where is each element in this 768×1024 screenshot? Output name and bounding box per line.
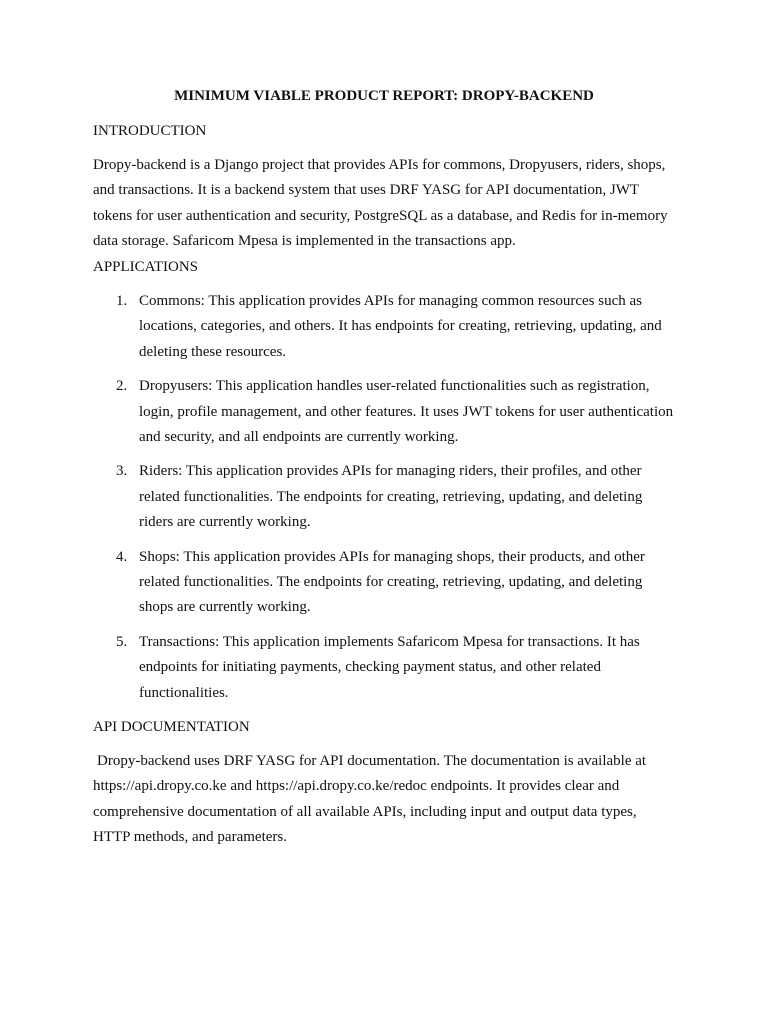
list-item-number: 4.	[116, 548, 128, 565]
list-item-number: 5.	[116, 633, 128, 650]
api-documentation-paragraph: Dropy-backend uses DRF YASG for API documentation. The documentation is available at https://api.dropy.co.ke and https://api.dropy.co.ke/redoc endpoints. It provides clear and comprehensive documentation of all available APIs, including input and output data types, HTTP methods, and parameters.	[93, 753, 647, 846]
list-item	[93, 630, 674, 706]
applications-list	[93, 289, 674, 715]
list-item-text: Transactions: This application implements Safaricom Mpesa for transactions. It has endpoints for initiating payments, checking payment status, and other related functionalities.	[139, 633, 640, 701]
list-item	[93, 459, 674, 535]
list-item-text: Commons: This application provides APIs for managing common resources such as locations, categories, and others. It has endpoints for creating, retrieving, updating, and deleting these resources.	[139, 293, 662, 360]
api-documentation-heading: API DOCUMENTATION	[93, 719, 250, 735]
document-title: MINIMUM VIABLE PRODUCT REPORT: DROPY-BACKEND	[174, 88, 594, 104]
list-item	[93, 374, 674, 450]
list-item-text: Riders: This application provides APIs for managing riders, their profiles, and other related functionalities. The endpoints for creating, retrieving, updating, and deleting riders are currently working.	[139, 463, 643, 531]
list-item-number: 3.	[116, 463, 128, 480]
introduction-heading: INTRODUCTION	[93, 123, 207, 139]
list-item-text: Dropyusers: This application handles user-related functionalities such as registration, login, profile management, and other features. It uses JWT tokens for user authentication and security, and all endpoints are currently working.	[139, 378, 674, 446]
list-item-number: 2.	[116, 378, 128, 395]
list-item	[93, 545, 674, 621]
list-item	[93, 289, 674, 365]
applications-heading: APPLICATIONS	[93, 259, 199, 275]
introduction-paragraph: Dropy-backend is a Django project that provides APIs for commons, Dropyusers, riders, shops, and transactions. It is a backend system that uses DRF YASG for API documentation, JWT tokens for user authentication and security, PostgreSQL as a database, and Redis for in-memory data storage. Safaricom Mpesa is implemented in the transactions app.	[93, 157, 668, 250]
list-item-number: 1.	[116, 293, 128, 309]
list-item-text: Shops: This application provides APIs for managing shops, their products, and other related functionalities. The endpoints for creating, retrieving, updating, and deleting shops are currently working.	[139, 548, 645, 616]
